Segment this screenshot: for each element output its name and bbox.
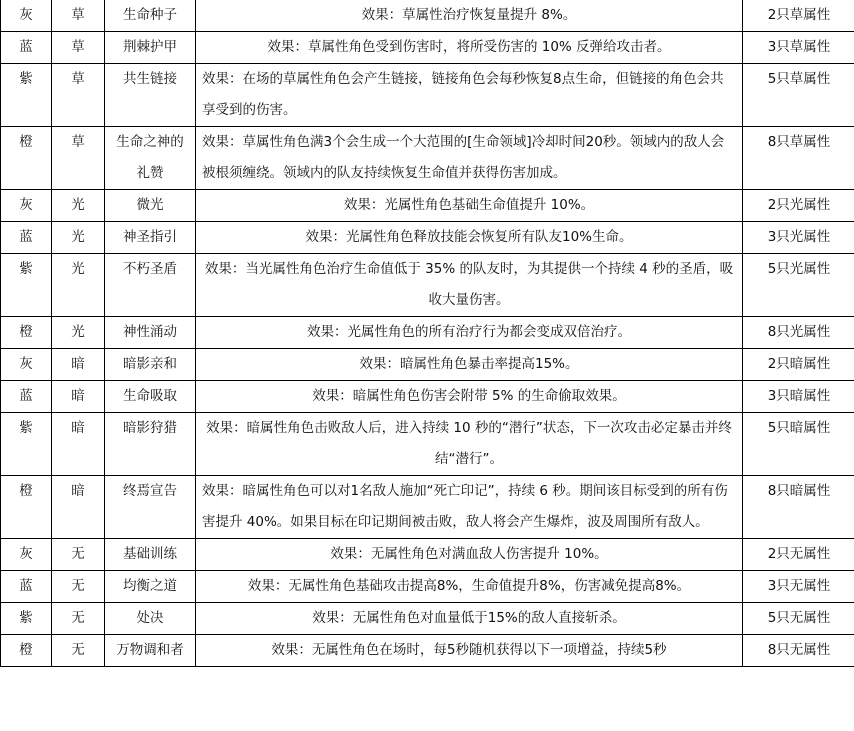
name-cell [105,317,196,349]
name-cell [105,127,196,190]
effect-text: 效果：当光属性角色治疗生命值低于 35% 的队友时，为其提供一个持续 4 秒的圣盾，吸收大量伤害。 [204,261,734,308]
element-cell: 光 [52,222,105,254]
name-text: 微光 [136,197,164,213]
table-row [1,635,854,667]
table-row [1,381,854,413]
name-cell [105,32,196,64]
requirement-cell: 3只光属性 [743,222,854,254]
element-cell: 无 [52,539,105,571]
name-cell [105,254,196,317]
element-cell: 无 [52,571,105,603]
requirement-cell: 5只暗属性 [743,413,854,476]
name-text: 神圣指引 [123,229,177,245]
name-text: 基础训练 [123,546,177,562]
requirement-cell: 5只无属性 [743,603,854,635]
table-row [1,0,854,32]
name-text: 不朽圣盾 [123,261,177,277]
name-text: 暗影狩猎 [123,420,177,436]
effect-cell [196,317,743,349]
effect-cell [196,381,743,413]
effect-cell [196,539,743,571]
element-cell: 光 [52,190,105,222]
table-row [1,64,854,127]
name-cell [105,0,196,32]
effect-cell [196,349,743,381]
requirement-cell: 3只草属性 [743,32,854,64]
name-text: 生命之神的礼赞 [116,134,184,181]
effect-cell [196,635,743,667]
table-row [1,413,854,476]
name-text: 神性涌动 [123,324,177,340]
element-cell: 暗 [52,349,105,381]
table-row [1,222,854,254]
name-cell [105,64,196,127]
effect-cell [196,0,743,32]
element-cell: 光 [52,254,105,317]
table-row [1,539,854,571]
requirement-cell: 8只草属性 [743,127,854,190]
effect-text: 效果：暗属性角色可以对1名敌人施加“死亡印记”，持续 6 秒。期间该目标受到的所有伤害提升 40%。如果目标在印记期间被击败，敌人将会产生爆炸，波及周围所有敌人。 [202,483,728,530]
requirement-cell: 2只光属性 [743,190,854,222]
requirement-cell: 8只光属性 [743,317,854,349]
requirement-cell: 5只草属性 [743,64,854,127]
element-cell: 草 [52,127,105,190]
requirement-cell: 8只暗属性 [743,476,854,539]
element-cell: 草 [52,32,105,64]
effect-text: 效果：光属性角色的所有治疗行为都会变成双倍治疗。 [307,324,631,340]
requirement-cell: 8只无属性 [743,635,854,667]
name-cell [105,603,196,635]
element-cell: 暗 [52,413,105,476]
effect-cell [196,254,743,317]
effect-text: 效果：暗属性角色击败敌人后，进入持续 10 秒的“潜行”状态，下一次攻击必定暴击并终结“潜行”。 [206,420,732,467]
rarity-cell: 橙 [1,476,52,539]
rarity-cell: 橙 [1,635,52,667]
rarity-cell: 蓝 [1,32,52,64]
name-text: 荆棘护甲 [123,39,177,55]
element-cell: 草 [52,64,105,127]
name-cell [105,539,196,571]
requirement-cell: 3只暗属性 [743,381,854,413]
name-cell [105,381,196,413]
effect-cell [196,190,743,222]
effect-cell [196,64,743,127]
effect-cell [196,32,743,64]
effect-cell [196,603,743,635]
rarity-cell: 橙 [1,127,52,190]
rarity-cell: 紫 [1,413,52,476]
table-row [1,571,854,603]
effect-cell [196,571,743,603]
name-cell [105,222,196,254]
requirement-cell: 3只无属性 [743,571,854,603]
effect-cell [196,476,743,539]
effect-text: 效果：无属性角色基础攻击提高8%，生命值提升8%，伤害减免提高8%。 [247,578,691,594]
effect-cell [196,222,743,254]
element-cell: 暗 [52,476,105,539]
name-text: 处决 [136,610,164,626]
name-cell [105,476,196,539]
rarity-cell: 紫 [1,64,52,127]
table-row [1,190,854,222]
name-text: 万物调和者 [116,642,184,658]
element-cell: 草 [52,0,105,32]
effect-text: 效果：光属性角色释放技能会恢复所有队友10%生命。 [305,229,633,245]
effect-text: 效果：草属性角色满3个会生成一个大范围的[生命领域]冷却时间20秒。领域内的敌人会被根须缠绕。领域内的队友持续恢复生命值并获得伤害加成。 [202,134,725,181]
rarity-cell: 灰 [1,0,52,32]
requirement-cell: 2只无属性 [743,539,854,571]
effect-text: 效果：草属性治疗恢复量提升 8%。 [361,7,577,23]
rarity-cell: 蓝 [1,381,52,413]
element-cell: 无 [52,603,105,635]
effect-cell [196,413,743,476]
table-row [1,603,854,635]
effect-text: 效果：暗属性角色暴击率提高15%。 [359,356,579,372]
table-row [1,254,854,317]
table-row [1,476,854,539]
table-row [1,127,854,190]
rarity-cell: 紫 [1,254,52,317]
rarity-cell: 灰 [1,349,52,381]
rarity-cell: 灰 [1,190,52,222]
table-row [1,317,854,349]
name-cell [105,413,196,476]
element-cell: 光 [52,317,105,349]
rarity-cell: 橙 [1,317,52,349]
effect-cell [196,127,743,190]
element-cell: 无 [52,635,105,667]
effect-text: 效果：无属性角色对满血敌人伤害提升 10%。 [330,546,608,562]
effect-text: 效果：在场的草属性角色会产生链接，链接角色会每秒恢复8点生命，但链接的角色会共享受到的伤害。 [202,71,724,118]
rarity-cell: 紫 [1,603,52,635]
effect-text: 效果：光属性角色基础生命值提升 10%。 [343,197,595,213]
effect-text: 效果：无属性角色对血量低于15%的敌人直接斩杀。 [312,610,626,626]
rarity-cell: 蓝 [1,571,52,603]
rarity-cell: 蓝 [1,222,52,254]
name-cell [105,571,196,603]
effect-text: 效果：无属性角色在场时，每5秒随机获得以下一项增益，持续5秒 [271,642,667,658]
name-text: 均衡之道 [123,578,177,594]
name-text: 生命吸取 [123,388,177,404]
rarity-cell: 灰 [1,539,52,571]
effect-text: 效果：暗属性角色伤害会附带 5% 的生命偷取效果。 [312,388,626,404]
requirement-cell: 2只草属性 [743,0,854,32]
name-text: 终焉宣告 [123,483,177,499]
requirement-cell: 5只光属性 [743,254,854,317]
name-text: 暗影亲和 [123,356,177,372]
name-text: 生命种子 [123,7,177,23]
name-cell [105,635,196,667]
requirement-cell: 2只暗属性 [743,349,854,381]
name-cell [105,190,196,222]
table-row [1,32,854,64]
name-cell [105,349,196,381]
effect-text: 效果：草属性角色受到伤害时，将所受伤害的 10% 反弹给攻击者。 [267,39,671,55]
name-text: 共生链接 [123,71,177,87]
table-row [1,349,854,381]
element-cell: 暗 [52,381,105,413]
